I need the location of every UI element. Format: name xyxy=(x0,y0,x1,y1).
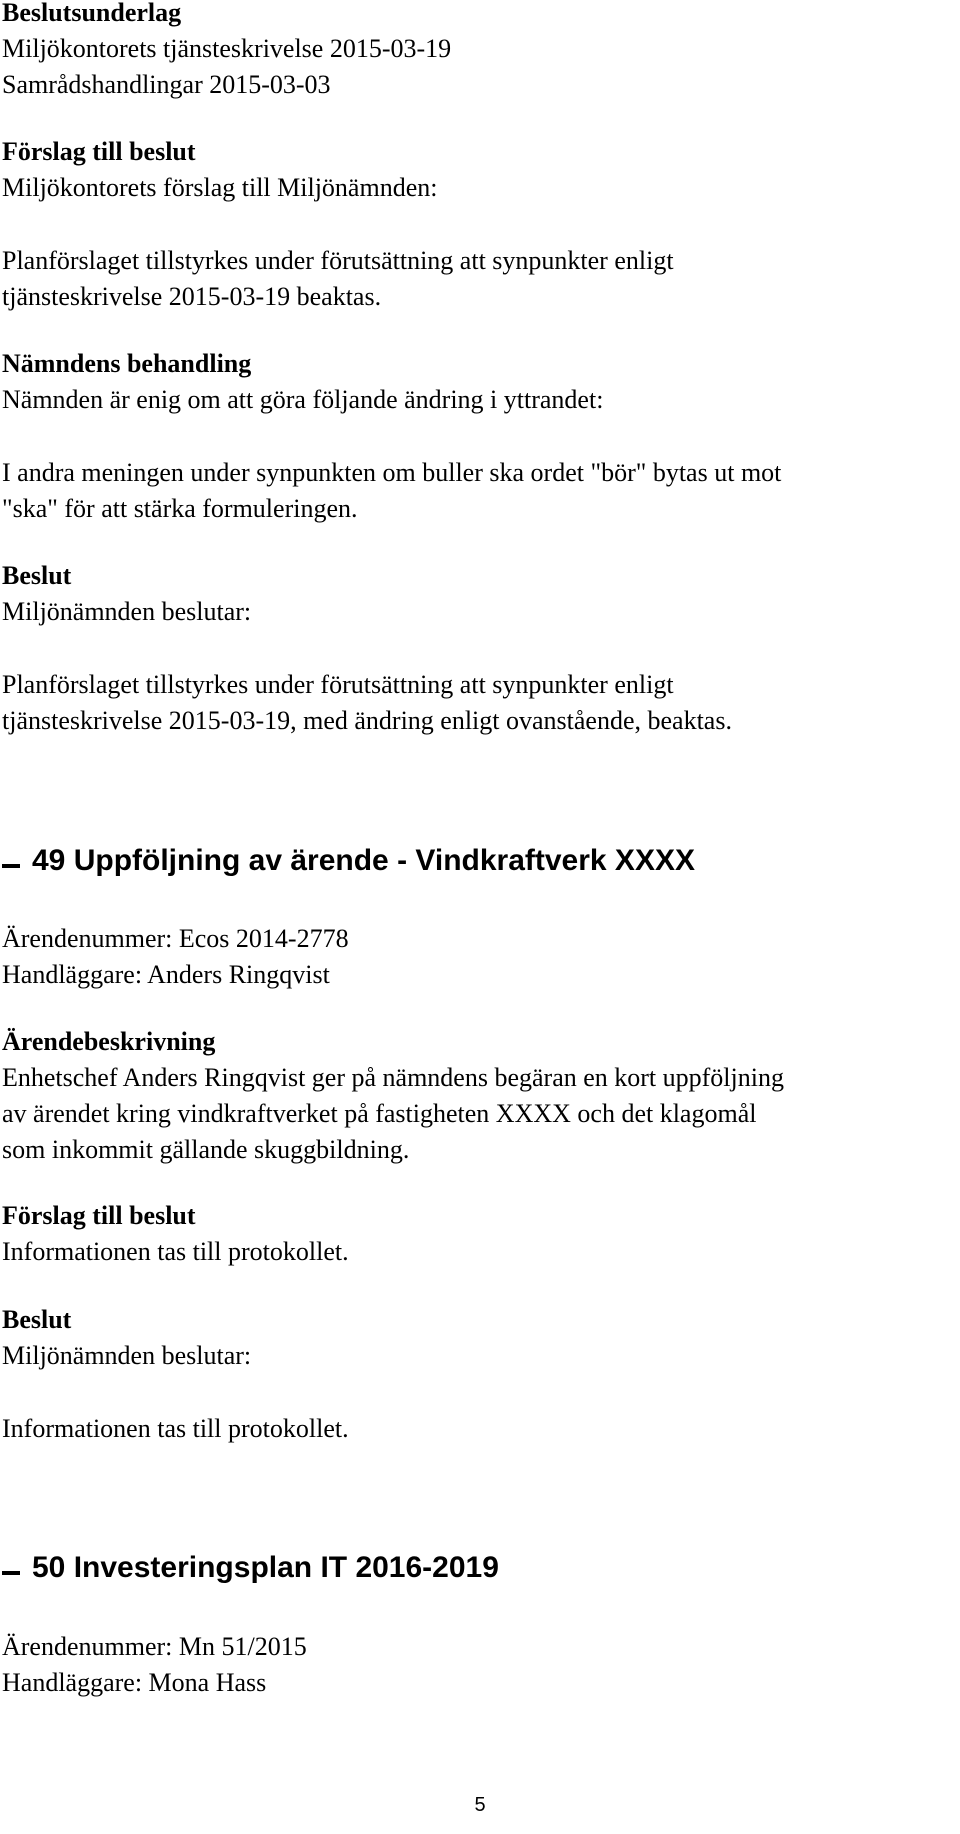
section-49-title-text: 49 Uppföljning av ärende - Vindkraftverk XXXX xyxy=(32,844,695,877)
underlag-item: Miljökontorets tjänsteskrivelse 2015-03-19 xyxy=(2,34,452,63)
forslag-heading: Förslag till beslut xyxy=(2,137,196,166)
beslut-heading: Beslut xyxy=(2,561,72,590)
beslut-text: Informationen tas till protokollet. xyxy=(2,1414,349,1443)
section-dash-icon xyxy=(2,864,20,868)
underlag-heading: Beslutsunderlag xyxy=(2,0,182,27)
beskrivning-text-line: av ärendet kring vindkraftverket på fastigheten XXXX och det klagomål xyxy=(2,1099,757,1128)
beslut-intro: Miljönämnden beslutar: xyxy=(2,597,252,626)
section-dash-icon xyxy=(2,1571,20,1575)
underlag-item: Samrådshandlingar 2015-03-03 xyxy=(2,70,331,99)
forslag-heading: Förslag till beslut xyxy=(2,1201,196,1230)
beskrivning-text-line: som inkommit gällande skuggbildning. xyxy=(2,1135,410,1164)
handlaggare: Handläggare: Mona Hass xyxy=(2,1668,267,1697)
forslag-text: Informationen tas till protokollet. xyxy=(2,1237,349,1266)
forslag-text-line: Planförslaget tillstyrkes under förutsättning att synpunkter enligt xyxy=(2,246,674,275)
section-50-title xyxy=(2,1548,499,1588)
section-49-title xyxy=(2,841,695,881)
behandling-intro: Nämnden är enig om att göra följande ändring i yttrandet: xyxy=(2,385,604,414)
beskrivning-text-line: Enhetschef Anders Ringqvist ger på nämndens begäran en kort uppföljning xyxy=(2,1063,784,1092)
beskrivning-heading: Ärendebeskrivning xyxy=(2,1027,216,1056)
beslut-text-line: tjänsteskrivelse 2015-03-19, med ändring enligt ovanstående, beaktas. xyxy=(2,706,732,735)
beslut-text-line: Planförslaget tillstyrkes under förutsättning att synpunkter enligt xyxy=(2,670,674,699)
forslag-text-line: tjänsteskrivelse 2015-03-19 beaktas. xyxy=(2,282,382,311)
behandling-text-line: "ska" för att stärka formuleringen. xyxy=(2,494,358,523)
handlaggare: Handläggare: Anders Ringqvist xyxy=(2,960,330,989)
page-number: 5 xyxy=(474,1794,486,1816)
beslut-heading: Beslut xyxy=(2,1305,72,1334)
section-50-title-text: 50 Investeringsplan IT 2016-2019 xyxy=(32,1551,499,1584)
behandling-heading: Nämndens behandling xyxy=(2,349,252,378)
forslag-intro: Miljökontorets förslag till Miljönämnden: xyxy=(2,173,438,202)
arendenummer: Ärendenummer: Ecos 2014-2778 xyxy=(2,924,349,953)
beslut-intro: Miljönämnden beslutar: xyxy=(2,1341,252,1370)
behandling-text-line: I andra meningen under synpunkten om buller ska ordet "bör" bytas ut mot xyxy=(2,458,782,487)
arendenummer: Ärendenummer: Mn 51/2015 xyxy=(2,1632,307,1661)
